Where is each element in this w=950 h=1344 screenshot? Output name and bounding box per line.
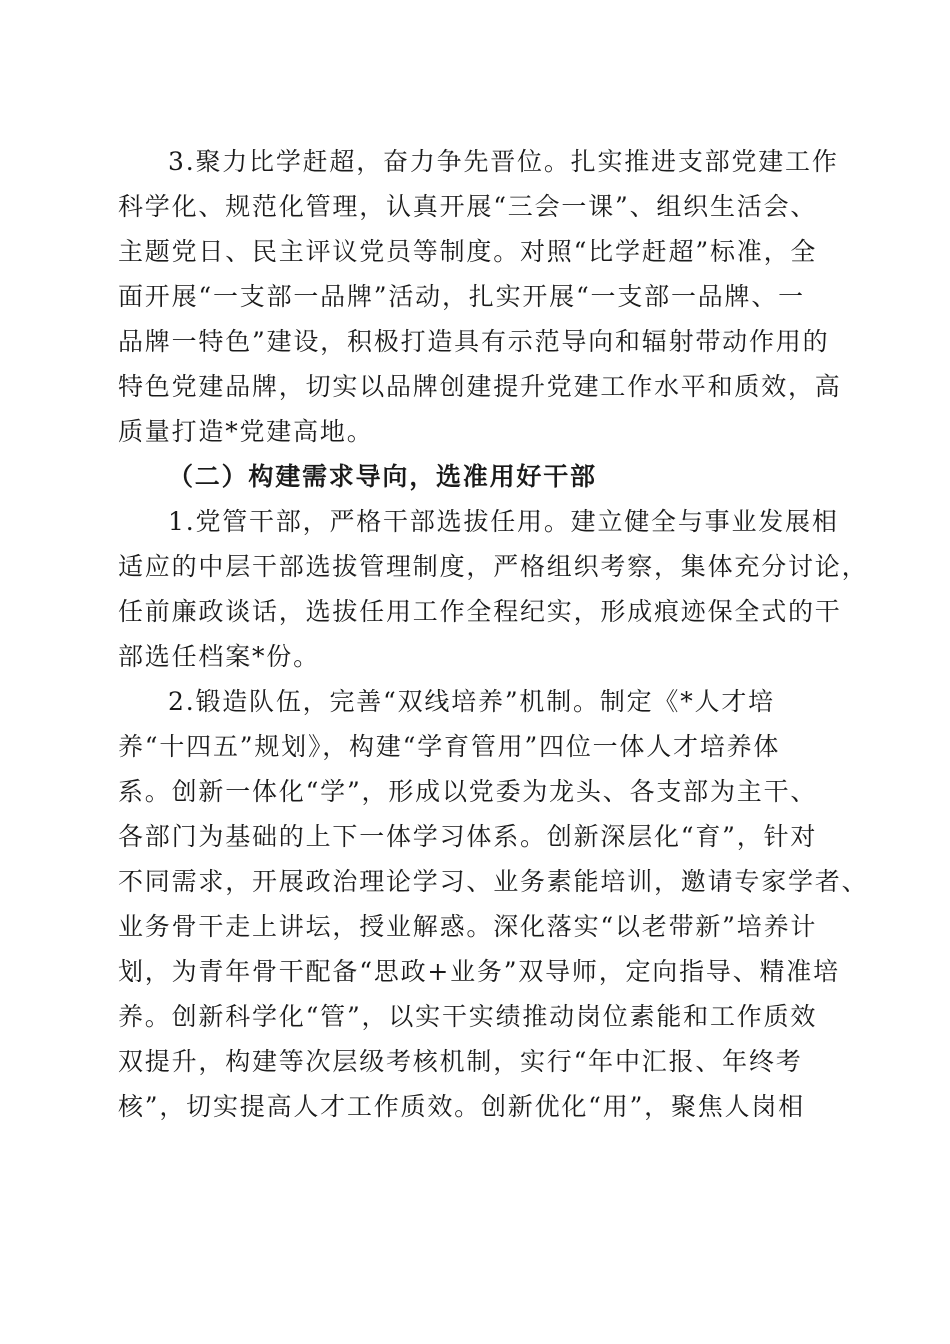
paragraph-2-line-9: 双提升，构建等次层级考核机制，实行“年中汇报、年终考 (118, 1047, 803, 1076)
paragraph-3-line-2: 科学化、规范化管理，认真开展“三会一课”、组织生活会、 (118, 192, 818, 221)
paragraph-2-line-6: 业务骨干走上讲坛，授业解惑。深化落实“以老带新”培养计 (118, 912, 818, 941)
paragraph-2-line-5: 不同需求，开展政治理论学习、业务素能培训，邀请专家学者、 (118, 867, 869, 896)
paragraph-3-line-7: 质量打造*党建高地。 (118, 417, 374, 446)
paragraph-3-line-6: 特色党建品牌，切实以品牌创建提升党建工作水平和质效，高 (118, 372, 842, 401)
paragraph-2-line-7: 划，为青年骨干配备“思政+业务”双导师，定向指导、精准培 (118, 957, 840, 986)
paragraph-2-line-1: 2.锻造队伍，完善“双线培养”机制。制定《*人才培 (168, 687, 775, 716)
paragraph-1-line-1: 1.党管干部，严格干部选拔任用。建立健全与事业发展相 (168, 507, 839, 536)
paragraph-1-line-3: 任前廉政谈话，选拔任用工作全程纪实，形成痕迹保全式的干 (118, 597, 842, 626)
paragraph-2-line-10: 核”，切实提高人才工作质效。创新优化“用”，聚焦人岗相 (118, 1092, 805, 1121)
paragraph-3-line-3: 主题党日、民主评议党员等制度。对照“比学赶超”标准，全 (118, 237, 818, 266)
paragraph-2-line-2: 养“十四五”规划》，构建“学育管用”四位一体人才培养体 (118, 732, 781, 761)
paragraph-3-line-1: 3.聚力比学赶超，奋力争先晋位。扎实推进支部党建工作 (168, 147, 839, 176)
paragraph-3-line-5: 品牌一特色”建设，积极打造具有示范导向和辐射带动作用的 (118, 327, 830, 356)
paragraph-2-line-3: 系。创新一体化“学”，形成以党委为龙头、各支部为主干、 (118, 777, 818, 806)
section-heading: （二）构建需求导向，选准用好干部 (168, 462, 597, 491)
paragraph-2-line-4: 各部门为基础的上下一体学习体系。创新深层化“育”，针对 (118, 822, 818, 851)
paragraph-3-line-4: 面开展“一支部一品牌”活动，扎实开展“一支部一品牌、一 (118, 282, 805, 311)
paragraph-1-line-4: 部选任档案*份。 (118, 642, 320, 671)
paragraph-2-line-8: 养。创新科学化“管”，以实干实绩推动岗位素能和工作质效 (118, 1002, 818, 1031)
paragraph-1-line-2: 适应的中层干部选拔管理制度，严格组织考察，集体充分讨论， (118, 552, 869, 581)
